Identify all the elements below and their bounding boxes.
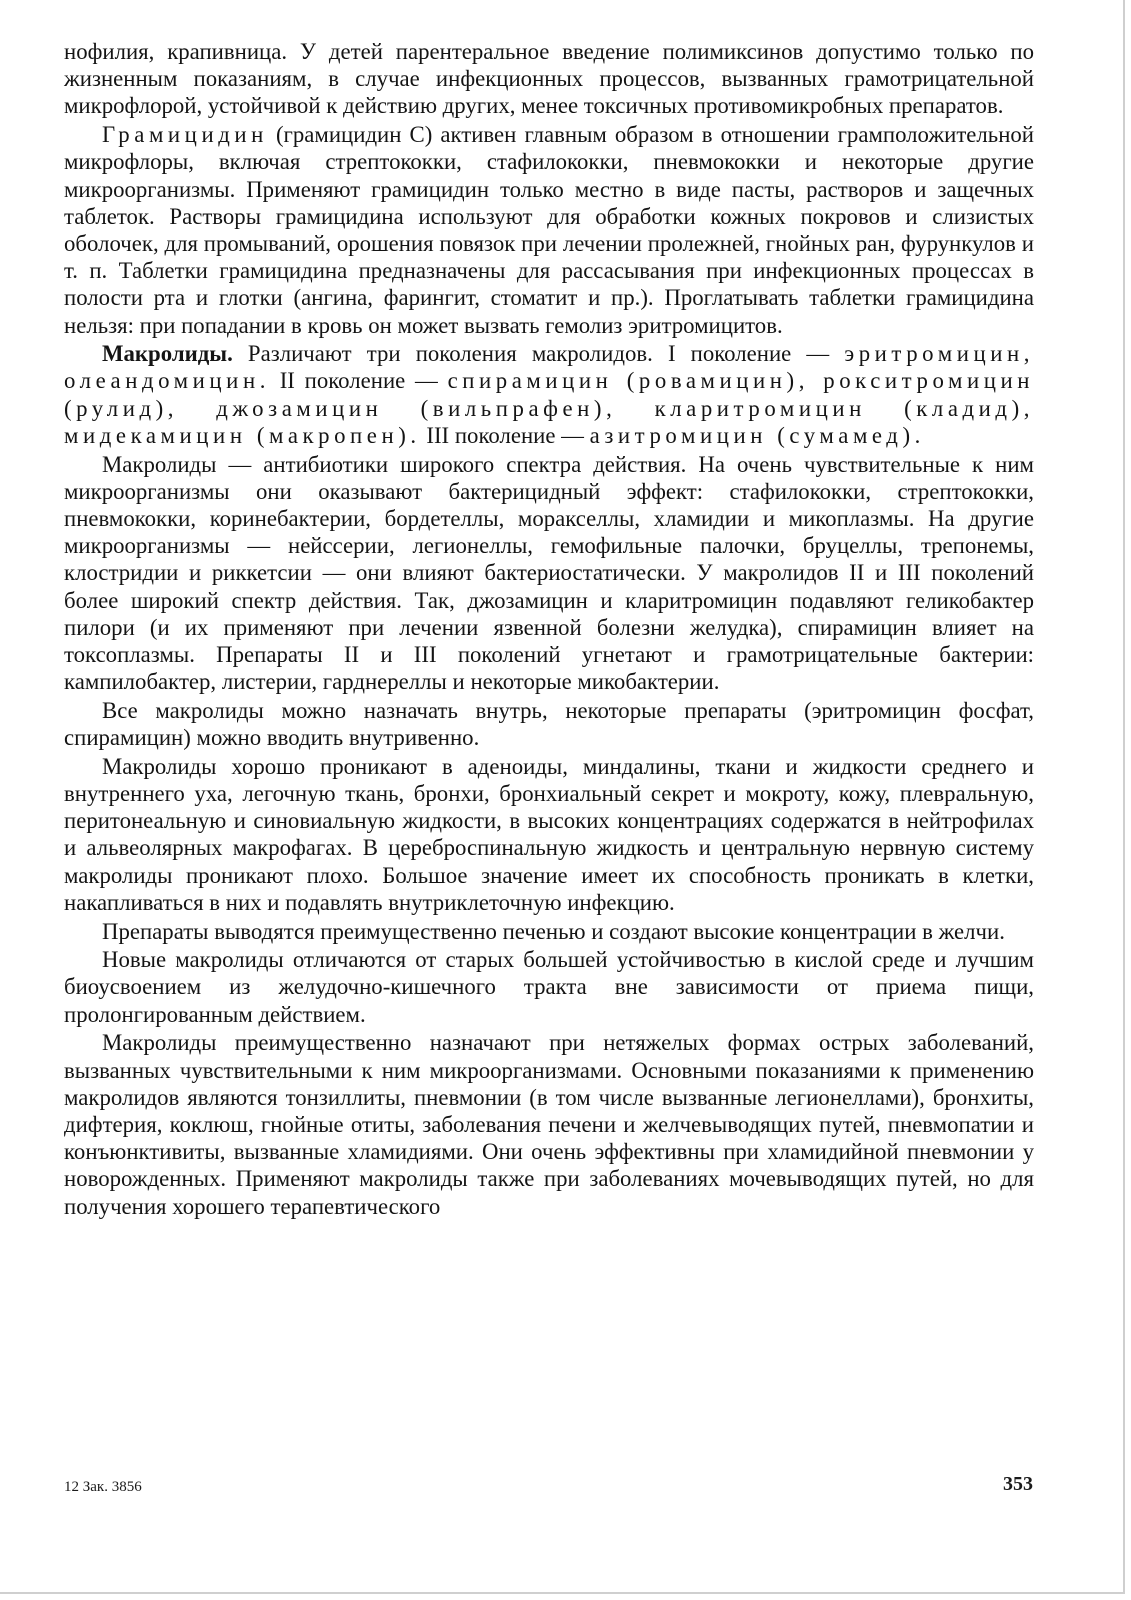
printer-signature: 12 Зак. 3856 <box>64 1479 142 1495</box>
generations-text-3: III поколение — <box>420 422 590 448</box>
term-gramicidin: Грамицидин <box>102 122 268 148</box>
paragraph-excretion: Препараты выводятся преимущественно печенью и создают высокие концентрации в желчи. <box>102 918 1005 944</box>
generations-text-2: II поколение — <box>269 368 448 394</box>
generation-3-drugs: азитромицин (сумамед). <box>589 422 925 448</box>
paragraph-distribution: Макролиды хорошо проникают в аденоиды, миндалины, ткани и жидкости среднего и внутреннего уха, легочную ткань, бронхи, бронхиальный секрет и мокроту, кожу, плевральную, перитонеальную и синовиальную жидкости, в высоких концентрациях содержатся в нейтрофилах и альвеолярных макрофагах. В цереброспинальную жидкость и центральную нервную систему макролиды проникают плохо. Большое значение имеет их способность проникать в клетки, накапливаться в них и подавлять внутриклеточную инфекцию. <box>64 753 1034 915</box>
paragraph-administration: Все макролиды можно назначать внутрь, некоторые препараты (эритромицин фосфат, спирамицин) можно вводить внутривенно. <box>64 697 1034 751</box>
generation-1-drugs: эритромицин, олеандомицин. <box>64 341 1034 394</box>
paragraph-polymyxin-end: нофилия, крапивница. У детей парентеральное введение полимиксинов допустимо только по жизненным показаниям, в случае инфекционных процессов, вызванных грамотрицательной микрофлорой, устойчивой к действию других, менее токсичных противомикробных препаратов. <box>64 39 1034 119</box>
section-heading-macrolides: Макролиды. <box>102 341 233 367</box>
paragraph-new-macrolides: Новые макролиды отличаются от старых большей устойчивостью в кислой среде и лучшим биоусвоением из желудочно-кишечного тракта вне зависимости от приема пищи, пролонгированным действием. <box>64 947 1034 1027</box>
page-number: 353 <box>1003 1473 1033 1495</box>
generation-2-drugs: спирамицин (ровамицин), рокситромицин (рулид), джозамицин (вильпрафен), кларитромицин (кладид), мидекамицин (макропен). <box>64 368 1034 448</box>
body-text <box>64 38 1034 1221</box>
paragraph-gramicidin <box>64 121 1034 339</box>
generations-text-1: Различают три поколения макролидов. I поколение — <box>232 341 845 367</box>
paragraph-indications: Макролиды преимущественно назначают при нетяжелых формах острых заболеваний, вызванных чувствительными к ним микроорганизмами. Основными показаниями к применению макролидов являются тонзиллиты, пневмонии (в том числе вызванные легионеллами), бронхиты, дифтерия, коклюш, гнойные отиты, заболевания печени и желчевыводящих путей, пневмопатии и конъюнктивиты, вызванные хламидиями. Они очень эффективны при хламидийной пневмонии у новорожденных. Применяют макролиды также при заболеваниях мочевыводящих путей, но для получения хорошего терапевтического <box>64 1030 1034 1219</box>
paragraph-spectrum: Макролиды — антибиотики широкого спектра действия. На очень чувствительные к ним микроорганизмы они оказывают бактерицидный эффект: стафилококки, стрептококки, пневмококки, коринебактерии, бордетеллы, моракселлы, хламидии и микоплазмы. На другие микроорганизмы — нейссерии, легионеллы, гемофильные палочки, бруцеллы, трепонемы, клостридии и риккетсии — они влияют бактериостатически. У макролидов II и III поколений более широкий спектр действия. Так, джозамицин и кларитромицин подавляют геликобактер пилори (и их применяют при лечении язвенной болезни желудка), спирамицин влияет на токсоплазмы. Препараты II и III поколений угнетают и грамотрицательные бактерии: кампилобактер, листерии, гарднереллы и некоторые микобактерии. <box>64 451 1034 695</box>
paragraph-macrolides-generations <box>64 340 1034 449</box>
gramicidin-text: (грамицидин С) активен главным образом в отношении грамположительной микрофлоры, включая стрептококки, стафилококки, пневмококки и некоторые другие микроорганизмы. Применяют грамицидин только местно в виде пасты, растворов и защечных таблеток. Растворы грамицидина используют для обработки кожных покровов и слизистых оболочек, для промываний, орошения повязок при лечении пролежней, гнойных ран, фурункулов и т. п. Таблетки грамицидина предназначены для рассасывания при инфекционных процессах в полости рта и глотки (ангина, фарингит, стоматит и пр.). Проглатывать таблетки грамицидина нельзя: при попадании в кровь он может вызвать гемолиз эритромицитов. <box>64 122 1034 338</box>
